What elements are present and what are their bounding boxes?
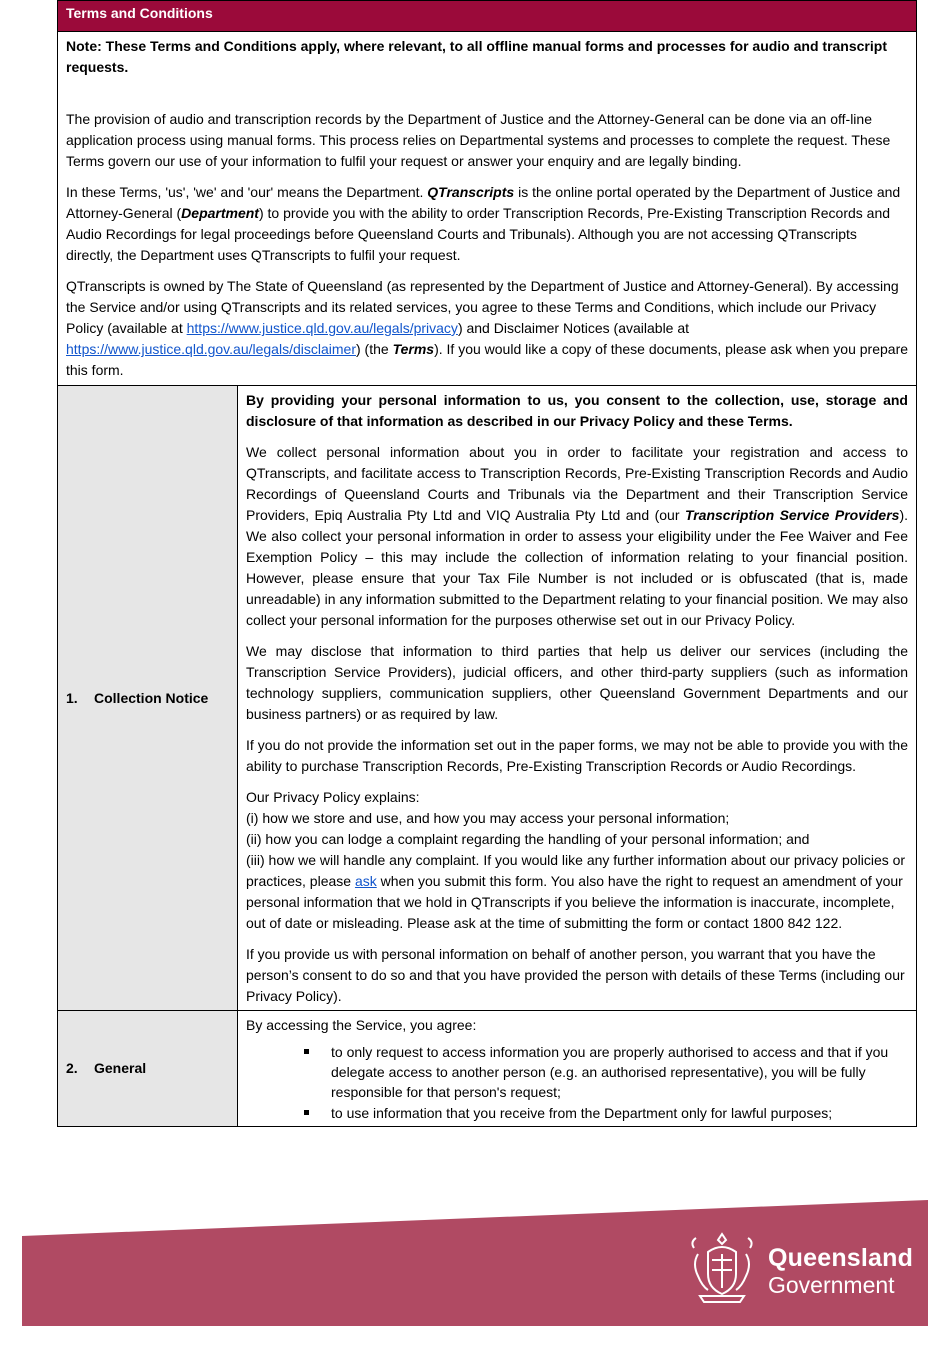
intro-block [57,31,917,385]
logo-text-queensland: Queensland [768,1244,914,1272]
section-header: Terms and Conditions [57,0,917,31]
coat-of-arms-icon [686,1230,758,1305]
general-content [238,1011,917,1127]
list-item: to use information that you receive from the Department only for lawful purposes; [331,1103,908,1123]
collection-paragraph-5: If you provide us with personal information on behalf of another person, you warrant that you have the person’s consent to do so and that you have provided the person with details of these Terms (including our Privacy Policy). [246,946,905,1004]
intro-paragraph-1: The provision of audio and transcription records by the Department of Justice and the Attorney-General can be done via an off-line application process using manual forms. This process relies on Departmental systems and processes to complete the request. These Terms govern our use of your information to fulfil your request or answer your enquiry and are legally binding. [66,111,891,169]
privacy-policy-explanation: Our Privacy Policy explains: (i) how we store and use, and how you may access your personal information; (ii) how you can lodge a complaint regarding the handling of your personal information; and (iii) how we will handle any complaint. If you would like any further information about our privacy policies or practices, please ask when you submit this form. You also have the right to request an amendment of your personal information that we hold in QTranscripts if you believe the information is inaccurate, incomplete, out of date or misleading. Please ask at the time of submitting the form or contact 1800 842 122. [246,789,906,931]
collection-paragraph-1: We collect personal information about you in order to facilitate your registration and access to QTranscripts, and facilitate access to Transcription Records, Pre-Existing Transcription Records and Audio Recordings of Queensland Courts and Tribunals via the Department and their Transcription Service Providers, Epiq Australia Pty Ltd and VIQ Australia Pty Ltd and (our Transcription Service Providers). We also collect your personal information in order to assess your eligibility under the Fee Waiver and Fee Exemption Policy – this may include the collection of information relating to your financial position. However, please ensure that your Tax File Number is not included or is obfuscated (that is, made unreadable) in any information submitted to the Department relating to your financial position. We may also collect your personal information for the purposes otherwise set out in our Privacy Policy. [246,444,909,628]
disclaimer-link[interactable]: https://www.justice.qld.gov.au/legals/disclaimer [66,341,356,357]
intro-paragraph-3: QTranscripts is owned by The State of Queensland (as represented by the Department of Justice and Attorney-General). By accessing the Service and/or using QTranscripts and its related services, you agree to these Terms and Conditions, which include our Privacy Policy (available at https://www.justice.qld.gov.au/legals/privacy) and Disclaimer Notices (available at https://www.justice.qld.gov.au/legals/disclaimer) (the Terms). If you would like a copy of these documents, please ask when you prepare this form. [66,278,909,378]
queensland-government-logo [686,1230,914,1305]
collection-paragraph-3: If you do not provide the information set out in the paper forms, we may not be able to provide you with the ability to purchase Transcription Records, Pre-Existing Transcription Records or Audio Recordings. [246,737,908,774]
ask-link[interactable]: ask [354,873,377,889]
general-bullet-list [246,1042,908,1123]
terms-table [57,385,917,1127]
privacy-policy-link[interactable]: https://www.justice.qld.gov.au/legals/privacy [186,320,458,336]
collection-notice-content [238,386,917,1011]
table-row [58,386,917,1011]
intro-note: Note: These Terms and Conditions apply, where relevant, to all offline manual forms and processes for audio and transcript requests. [66,38,887,75]
collection-notice-label: 1. Collection Notice [58,386,238,1011]
table-row [58,1011,917,1127]
general-intro: By accessing the Service, you agree: [246,1017,477,1033]
collection-paragraph-2: We may disclose that information to third parties that help us deliver our services (including the Transcription Service Providers), judicial officers, and other third-party suppliers (such as information technology suppliers, communication suppliers, other Queensland Government Departments and our business partners) or as required by law. [246,643,908,722]
logo-text-government: Government [768,1272,895,1298]
general-label: 2. General [58,1011,238,1127]
list-item: to only request to access information you are properly authorised to access and that if you delegate access to another person (e.g. an authorised representative), you will be fully responsible for that person's request; [331,1042,908,1102]
collection-consent-statement: By providing your personal information to us, you consent to the collection, use, storage and disclosure of that information as described in our Privacy Policy and these Terms. [246,392,908,429]
document-frame [57,0,917,1127]
intro-paragraph-2: In these Terms, 'us', 'we' and 'our' means the Department. QTranscripts is the online portal operated by the Department of Justice and Attorney-General (Department) to provide you with the ability to order Transcription Records, Pre-Existing Transcription Records and Audio Recordings for legal proceedings before Queensland Courts and Tribunals). Although you are not accessing QTranscripts directly, the Department uses QTranscripts to fulfil your request. [66,184,901,263]
